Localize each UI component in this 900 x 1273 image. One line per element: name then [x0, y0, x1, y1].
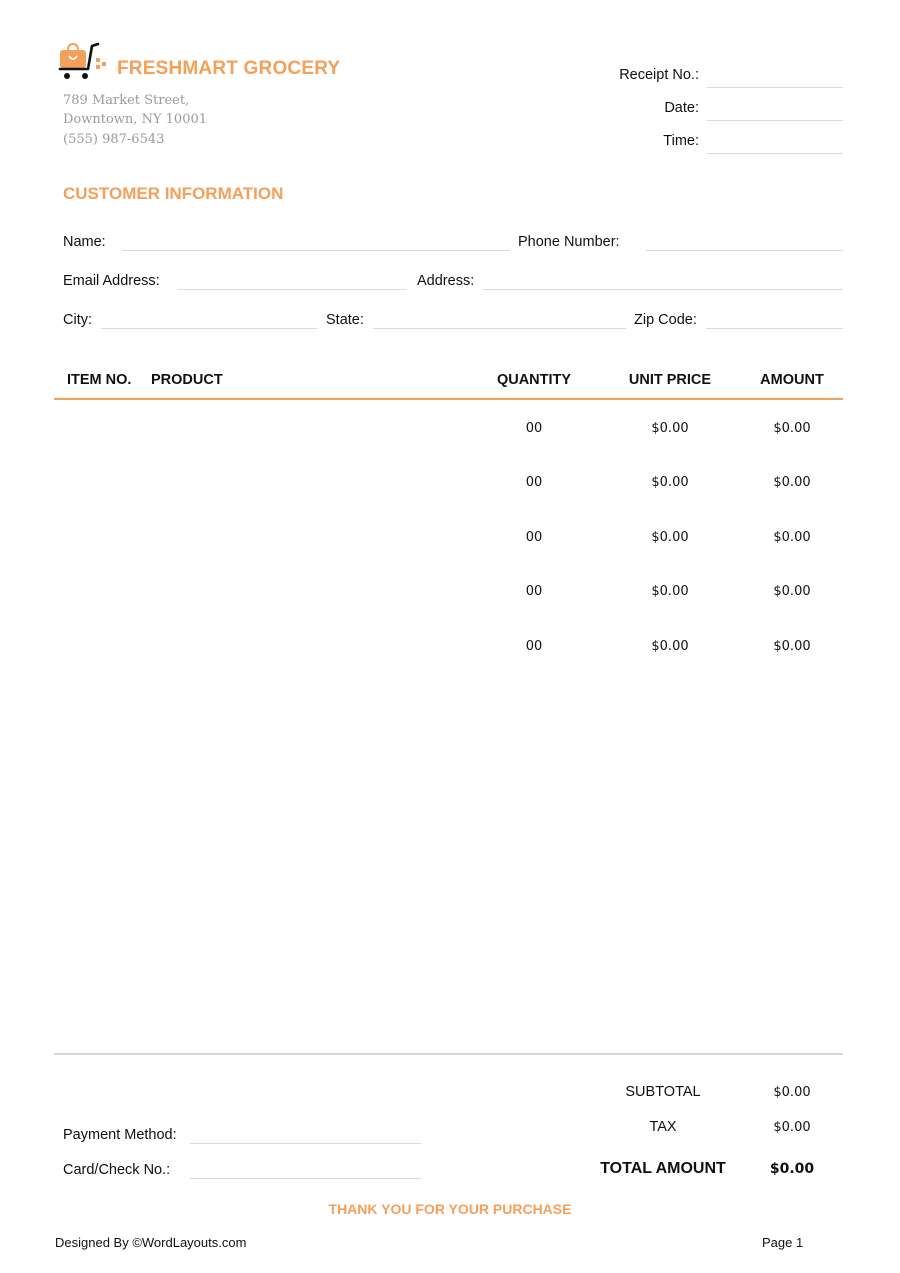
row-quantity[interactable]: 00 — [525, 475, 543, 490]
page-number: Page 1 — [762, 1235, 804, 1250]
time-field[interactable] — [707, 153, 843, 154]
company-phone: (555) 987-6543 — [63, 132, 165, 147]
thank-you-message: THANK YOU FOR YOUR PURCHASE — [328, 1201, 572, 1217]
receipt-no-field[interactable] — [707, 87, 843, 88]
payment-method-field[interactable] — [190, 1143, 421, 1144]
company-name: FRESHMART GROCERY — [117, 58, 341, 79]
city-label: City: — [63, 312, 92, 328]
state-field[interactable] — [373, 328, 626, 329]
zip-label: Zip Code: — [634, 312, 697, 328]
zip-field[interactable] — [706, 328, 843, 329]
phone-field[interactable] — [646, 250, 843, 251]
col-header-unit-price: UNIT PRICE — [628, 372, 712, 388]
totals-divider — [54, 1053, 843, 1055]
footer-credit: Designed By ©WordLayouts.com — [55, 1235, 247, 1250]
time-label: Time: — [663, 133, 699, 149]
payment-method-label: Payment Method: — [63, 1127, 177, 1143]
card-check-field[interactable] — [190, 1178, 421, 1179]
row-unit-price[interactable]: $0.00 — [651, 421, 689, 436]
row-unit-price[interactable]: $0.00 — [651, 584, 689, 599]
row-unit-price[interactable]: $0.00 — [651, 475, 689, 490]
col-header-amount: AMOUNT — [760, 372, 824, 388]
row-unit-price[interactable]: $0.00 — [651, 530, 689, 545]
address-label: Address: — [417, 273, 475, 289]
card-check-label: Card/Check No.: — [63, 1162, 171, 1178]
row-amount[interactable]: $0.00 — [773, 639, 811, 654]
col-header-product: PRODUCT — [151, 372, 223, 388]
phone-label: Phone Number: — [518, 234, 620, 250]
date-field[interactable] — [707, 120, 843, 121]
tax-label: TAX — [649, 1119, 677, 1135]
receipt-no-label: Receipt No.: — [619, 67, 699, 83]
brand-logo — [58, 42, 108, 82]
row-unit-price[interactable]: $0.00 — [651, 639, 689, 654]
email-label: Email Address: — [63, 273, 160, 289]
row-quantity[interactable]: 00 — [525, 530, 543, 545]
subtotal-label: SUBTOTAL — [625, 1084, 701, 1100]
row-quantity[interactable]: 00 — [525, 584, 543, 599]
address-line-2: Downtown, NY 10001 — [63, 112, 208, 127]
subtotal-value: $0.00 — [773, 1085, 811, 1100]
address-field[interactable] — [483, 289, 843, 290]
row-quantity[interactable]: 00 — [525, 639, 543, 654]
shopping-cart-icon — [58, 42, 108, 82]
state-label: State: — [326, 312, 364, 328]
col-header-item-no: ITEM NO. — [67, 372, 132, 388]
row-amount[interactable]: $0.00 — [773, 530, 811, 545]
total-amount-value: $0.00 — [769, 1161, 815, 1177]
address-line-1: 789 Market Street, — [63, 93, 190, 108]
tax-value: $0.00 — [773, 1120, 811, 1135]
row-amount[interactable]: $0.00 — [773, 475, 811, 490]
row-amount[interactable]: $0.00 — [773, 421, 811, 436]
name-field[interactable] — [122, 250, 510, 251]
email-field[interactable] — [177, 289, 407, 290]
city-field[interactable] — [101, 328, 317, 329]
table-header-rule — [54, 398, 843, 400]
name-label: Name: — [63, 234, 106, 250]
total-amount-label: TOTAL AMOUNT — [600, 1160, 726, 1177]
date-label: Date: — [664, 100, 699, 116]
row-amount[interactable]: $0.00 — [773, 584, 811, 599]
col-header-quantity: QUANTITY — [496, 372, 572, 388]
customer-info-title: CUSTOMER INFORMATION — [63, 184, 284, 203]
row-quantity[interactable]: 00 — [525, 421, 543, 436]
